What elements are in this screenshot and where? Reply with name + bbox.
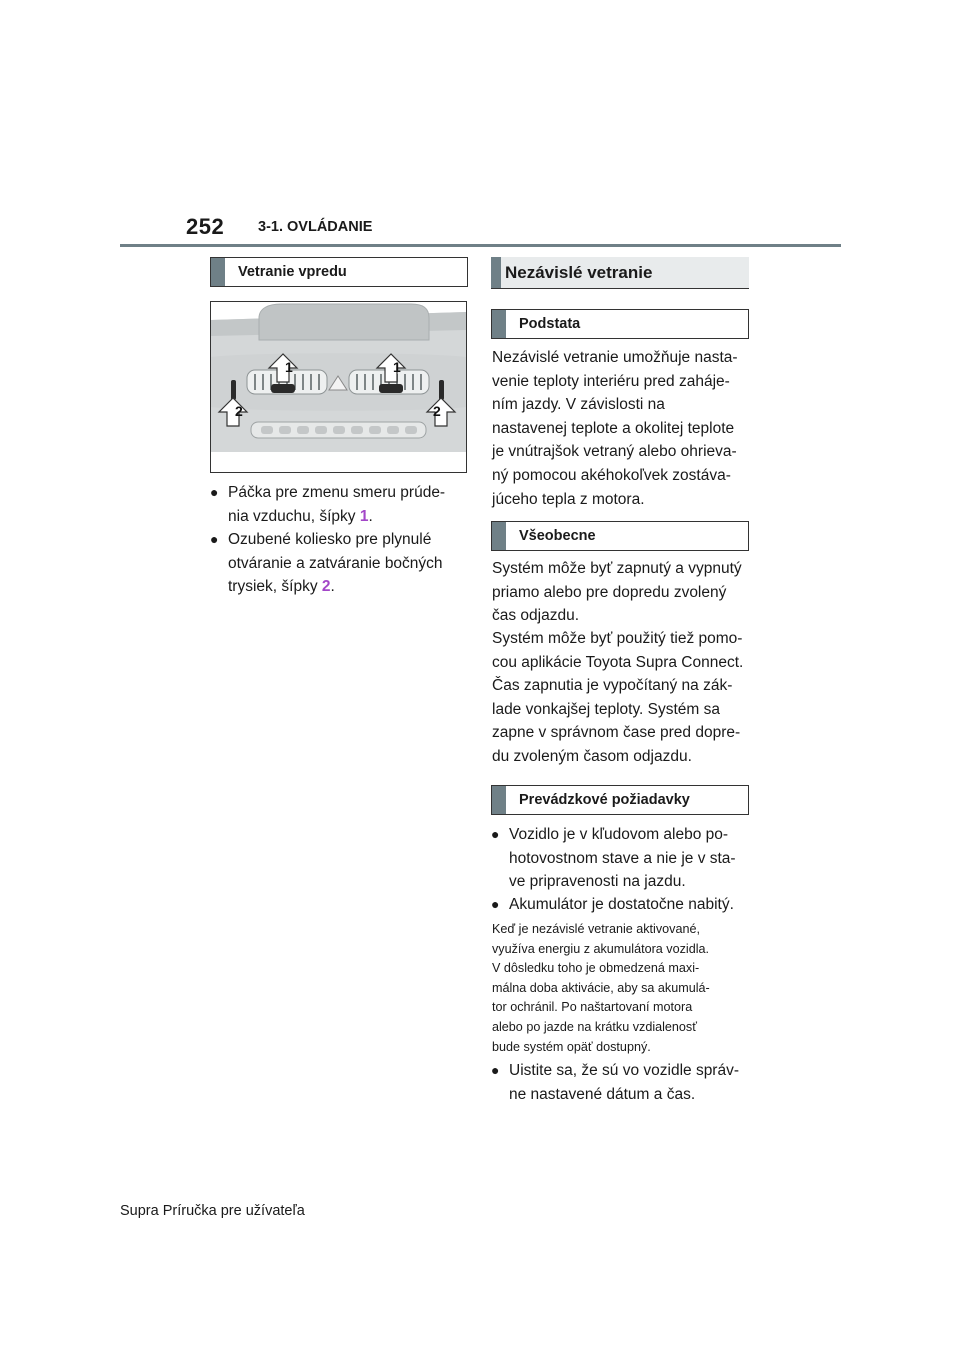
header-rule [120, 244, 841, 247]
section-tab [491, 257, 501, 288]
section-title: Vetranie vpredu [238, 264, 347, 280]
podstata-paragraph: Nezávislé vetranie umožňuje nasta- venie teploty interiéru pred zahájе- ním jazdy. V závislosti na nastavenej teplote a okolitej teplote je vnútrajšok vetraný alebo ohrieva- ný pomocou akéhokoľvek zostáva- júceho tepla z motora. [492, 349, 738, 508]
label-2-right: 2 [433, 403, 441, 419]
main-section-title: Nezávislé vetranie [505, 262, 653, 282]
battery-note: Keď je nezávislé vetranie aktivované, využíva energiu z akumulátora vozidla. V dôsledku toho je obmedzená maxi- málna doba aktivácie, aby sa akumulá- tor ochránil. Po naštartovaní motora alebo po jazde na krátku vzdialenosť bude systém opäť dostupný. [492, 922, 710, 1054]
label-1-left: 1 [285, 359, 293, 375]
bullet-dot: ● [491, 1062, 500, 1078]
label-2-left: 2 [235, 403, 243, 419]
main-section-header [491, 257, 749, 289]
section-tab [211, 258, 225, 286]
bullet-dot: ● [210, 484, 219, 500]
section-tab [492, 522, 506, 550]
subsection-header-podstata [491, 309, 749, 339]
bullet-battery: ● Akumulátor je dostatočne nabitý. [491, 893, 756, 917]
vseobecne-paragraph-1: Systém môže byť zapnutý a vypnutý priamo alebo pre dopredu zvolený čas odjazdu. [492, 560, 742, 625]
arrow-ref-2: 2 [321, 578, 331, 595]
dashboard-illustration [211, 302, 466, 472]
label-1-right: 1 [393, 359, 401, 375]
bullet-wheel [210, 528, 470, 600]
subsection-header-vseobecne [491, 521, 749, 551]
bullet-lever [210, 481, 470, 531]
subsection-header-poziadavky [491, 785, 749, 815]
arrow-ref-1: 1 [359, 507, 369, 525]
section-tab [492, 786, 506, 814]
section-tab [492, 310, 506, 338]
subsection-title: Prevádzkové požiadavky [519, 792, 690, 808]
footer-text: Supra Príručka pre užívateľa [120, 1203, 305, 1219]
bullet-dot: ● [210, 531, 219, 547]
subsection-title: Všeobecne [519, 528, 596, 544]
bullet-line: nia vzduchu, šípky 1. [228, 507, 373, 525]
page-number: 252 [186, 214, 225, 239]
vseobecne-paragraph-2: Systém môže byť použitý tiež pomo- cou aplikácie Toyota Supra Connect. [492, 630, 744, 671]
vseobecne-paragraph-3: Čas zapnutia je vypočítaný na zák- lade vonkajšej teploty. Systém sa zapne v správnom čase pred dopre- du zvoleným časom odjazdu. [492, 677, 741, 765]
bullet-dot: ● [491, 826, 500, 842]
bullet-line: Páčka pre zmenu smeru prúde- [228, 484, 446, 501]
chapter-title: 3-1. OVLÁDANIE [258, 219, 373, 235]
bullet-line: otváranie a zatváranie bočných [228, 554, 443, 572]
bullet-line: Ozubené koliesko pre plynulé [228, 531, 432, 548]
bullet-date-time: ● Uistite sa, že sú vo vozidle správ- ne nastavené dátum a čas. [491, 1059, 756, 1109]
bullet-line: trysiek, šípky 2. [228, 578, 335, 595]
bullet-dot: ● [491, 896, 500, 912]
section-header-vetranie-vpredu [210, 257, 468, 287]
dashboard-vents-figure [210, 301, 467, 473]
subsection-title: Podstata [519, 316, 581, 332]
bullet-vehicle-state: ● Vozidlo je v kľudovom alebo po- hotovostnom stave a nie je v sta- ve pripravenosti na jazdu. [491, 823, 756, 895]
